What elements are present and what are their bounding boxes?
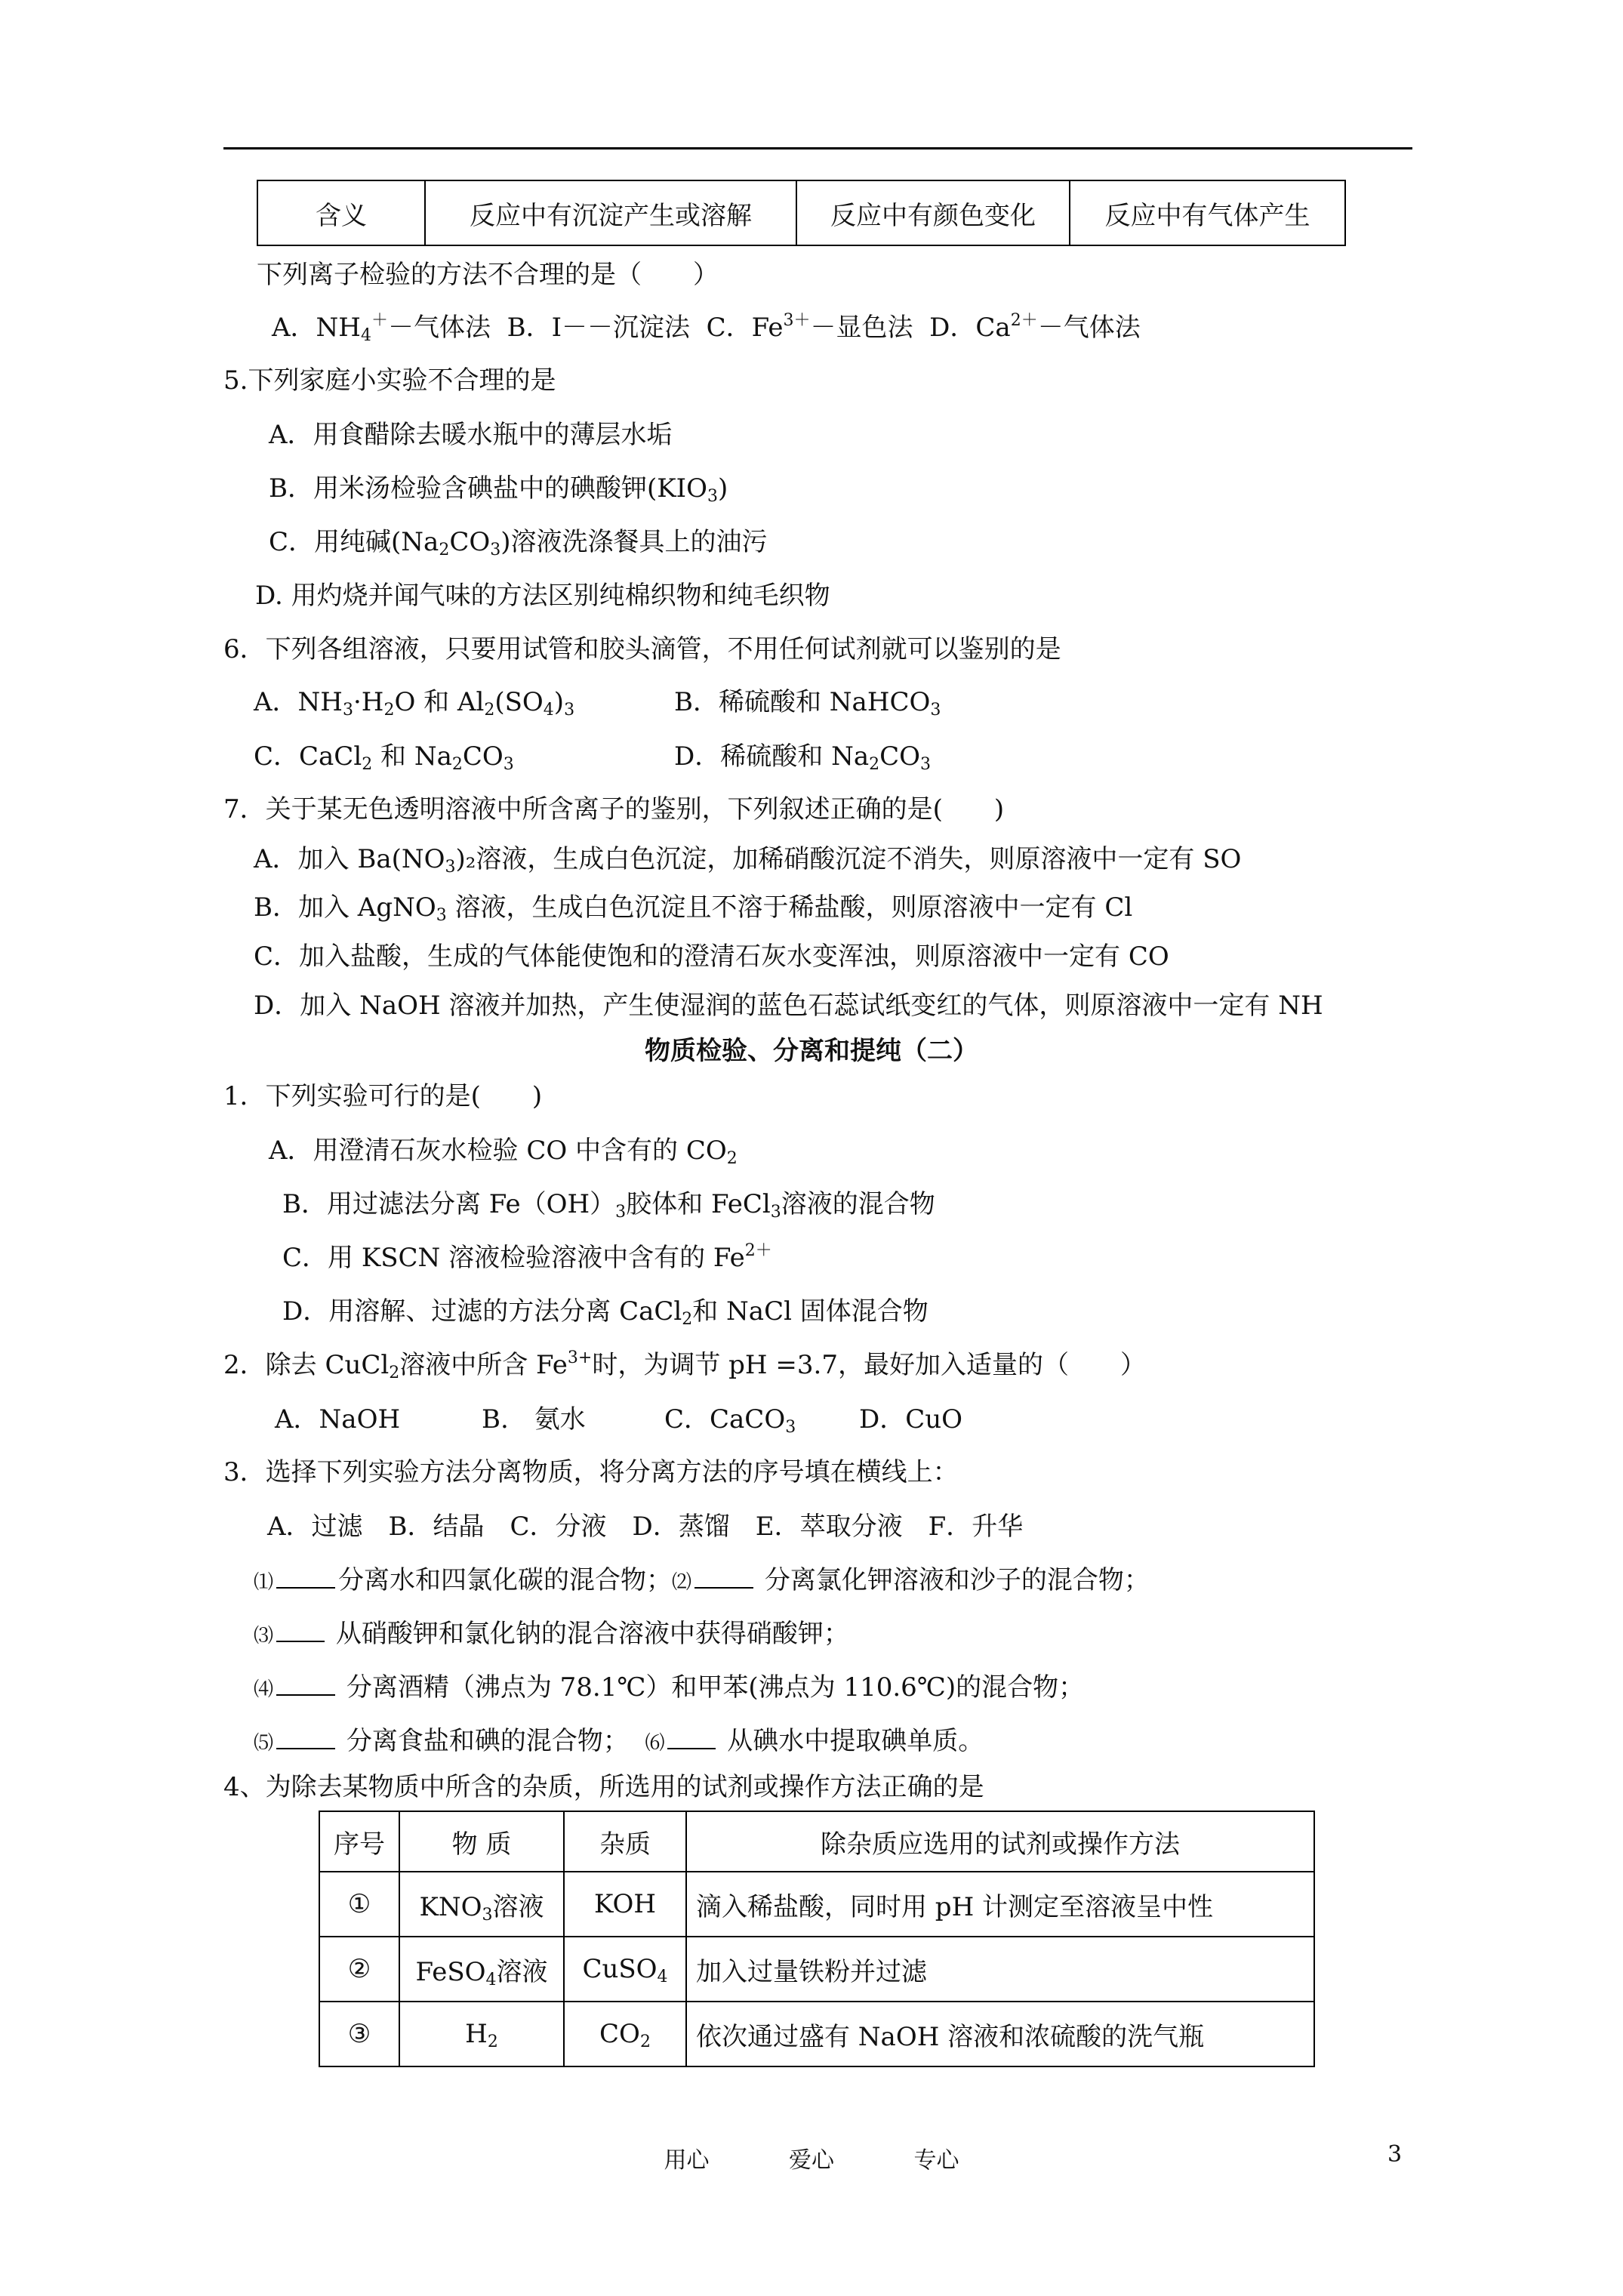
question-stem: 3．选择下列实验方法分离物质，将分离方法的序号填在横线上： xyxy=(223,1457,959,1487)
option: B. 氨水 xyxy=(482,1404,586,1435)
table-cell: 含义 xyxy=(257,180,425,245)
fill-line: ⑷ 分离酒精（沸点为 78.1℃）和甲苯(沸点为 110.6℃)的混合物； xyxy=(254,1672,1085,1703)
table-cell: ③ xyxy=(319,2002,399,2066)
impurity-table xyxy=(319,1811,1315,2067)
option: D．稀硫酸和 $Na_2CO_3$ xyxy=(674,741,931,774)
table-cell: KOH xyxy=(564,1872,686,1937)
fill-line: ⑶ 从硝酸钾和氯化钠的混合溶液中获得硝酸钾； xyxy=(254,1619,849,1649)
answer-blank[interactable] xyxy=(276,1725,335,1749)
answer-blank[interactable] xyxy=(667,1725,716,1749)
fill-line: ⑸ 分离食盐和碘的混合物； ⑹ 从碘水中提取碘单质。 xyxy=(254,1726,984,1756)
table-cell: 反应中有沉淀产生或溶解 xyxy=(425,180,796,245)
question-stem: 2．除去 CuCl$_2$溶液中所含 $Fe^{3+}$时，为调节 pH =3.7，最好加入适量的（ ） xyxy=(223,1348,1146,1382)
option: D．用溶解、过滤的方法分离 CaCl$_2$和 NaCl 固体混合物 xyxy=(282,1296,929,1329)
option-list: A．过滤 B．结晶 C．分液 D．蒸馏 E．萃取分液 F．升华 xyxy=(267,1512,1024,1542)
footer-text: 爱心 xyxy=(789,2147,834,2174)
answer-blank[interactable] xyxy=(276,1672,335,1696)
page-number: 3 xyxy=(1387,2141,1403,2168)
table-cell: 反应中有颜色变化 xyxy=(796,180,1070,245)
option: C．用 KSCN 溶液检验溶液中含有的 $Fe^{2+}$ xyxy=(282,1241,772,1273)
footer-text: 用心 xyxy=(664,2147,710,2174)
table-cell: FeSO$_4$溶液 xyxy=(399,1937,564,2002)
answer-blank[interactable] xyxy=(276,1564,335,1589)
question-stem: 4、为除去某物质中所含的杂质，所选用的试剂或操作方法正确的是 xyxy=(223,1772,984,1802)
answer-blank[interactable] xyxy=(694,1564,753,1589)
fill-line: ⑴ 分离水和四氯化碳的混合物；⑵ 分离氯化钾溶液和沙子的混合物； xyxy=(254,1565,1150,1595)
table-cell: 反应中有气体产生 xyxy=(1070,180,1345,245)
option: B．用过滤法分离 $Fe(OH)_3$胶体和 FeCl$_3$溶液的混合物 xyxy=(282,1189,935,1222)
table-cell: 加入过量铁粉并过滤 xyxy=(686,1937,1314,2002)
option: C．CaCO$_3$ xyxy=(664,1404,796,1437)
table-cell: 滴入稀盐酸，同时用 pH 计测定至溶液呈中性 xyxy=(686,1872,1314,1937)
question-options: A．$NH_4^+-$气体法 B．I－－沉淀法 C．$Fe^{3+}-$显色法 D．$Ca^{2+}-$气体法 xyxy=(272,311,1141,345)
option: C．加入盐酸，生成的气体能使饱和的澄清石灰水变浑浊，则原溶液中一定有 CO xyxy=(254,942,1169,972)
table-header: 序号 xyxy=(319,1811,399,1872)
question-stem: 下列离子检验的方法不合理的是（ ） xyxy=(257,260,719,290)
meaning-table xyxy=(257,180,1346,246)
option: B．用米汤检验含碘盐中的碘酸钾$(KIO_3)$ xyxy=(269,473,728,506)
table-cell: CuSO$_4$ xyxy=(564,1937,686,2002)
table-cell: $KNO_3$溶液 xyxy=(399,1872,564,1937)
table-header: 杂质 xyxy=(564,1811,686,1872)
table-cell: ② xyxy=(319,1937,399,2002)
table-cell: $CO_2$ xyxy=(564,2002,686,2066)
option: C．用纯碱$(Na_2CO_3)$溶液洗涤餐具上的油污 xyxy=(269,527,768,559)
option: B．稀硫酸和 NaHCO$_3$ xyxy=(674,687,941,720)
option: A．$NH_3\cdot H_2O$ 和 $Al_2(SO_4)_3$ xyxy=(254,687,575,720)
option: D. 用灼烧并闻气味的方法区别纯棉织物和纯毛织物 xyxy=(255,581,830,611)
option: A．用澄清石灰水检验 CO 中含有的 $CO_2$ xyxy=(269,1136,738,1168)
table-header: 除杂质应选用的试剂或操作方法 xyxy=(686,1811,1314,1872)
question-stem: 5.下列家庭小实验不合理的是 xyxy=(223,365,556,396)
table-row xyxy=(319,1937,1314,2002)
question-stem: 6．下列各组溶液，只要用试管和胶头滴管，不用任何试剂就可以鉴别的是 xyxy=(223,634,1061,664)
table-cell: 依次通过盛有 NaOH 溶液和浓硫酸的洗气瓶 xyxy=(686,2002,1314,2066)
table-row xyxy=(319,2002,1314,2066)
table-row xyxy=(319,1872,1314,1937)
page-footer xyxy=(0,2141,1623,2174)
section-title: 物质检验、分离和提纯（二） xyxy=(645,1036,978,1066)
option: C．CaCl$_2$ 和 $Na_2CO_3$ xyxy=(254,741,514,774)
option: B．加入 AgNO$_3$ 溶液，生成白色沉淀且不溶于稀盐酸，则原溶液中一定有 Cl xyxy=(254,892,1133,925)
header-rule xyxy=(223,147,1412,149)
table-header: 物 质 xyxy=(399,1811,564,1872)
answer-blank[interactable] xyxy=(276,1618,325,1642)
option: A．用食醋除去暖水瓶中的薄层水垢 xyxy=(269,420,673,450)
option: D．加入 NaOH 溶液并加热，产生使湿润的蓝色石蕊试纸变红的气体，则原溶液中一定有 NH xyxy=(254,991,1323,1021)
option: D．CuO xyxy=(859,1404,963,1435)
footer-text: 专心 xyxy=(913,2147,959,2174)
table-cell: ① xyxy=(319,1872,399,1937)
option: A．NaOH xyxy=(275,1404,401,1435)
question-stem: 7．关于某无色透明溶液中所含离子的鉴别，下列叙述正确的是( ) xyxy=(223,794,1005,824)
table-cell: $H_2$ xyxy=(399,2002,564,2066)
question-stem: 1．下列实验可行的是( ) xyxy=(223,1081,543,1111)
option: A．加入 $Ba(NO_3)_2$溶液，生成白色沉淀，加稀硝酸沉淀不消失，则原溶液中一定有 SO xyxy=(254,844,1242,877)
